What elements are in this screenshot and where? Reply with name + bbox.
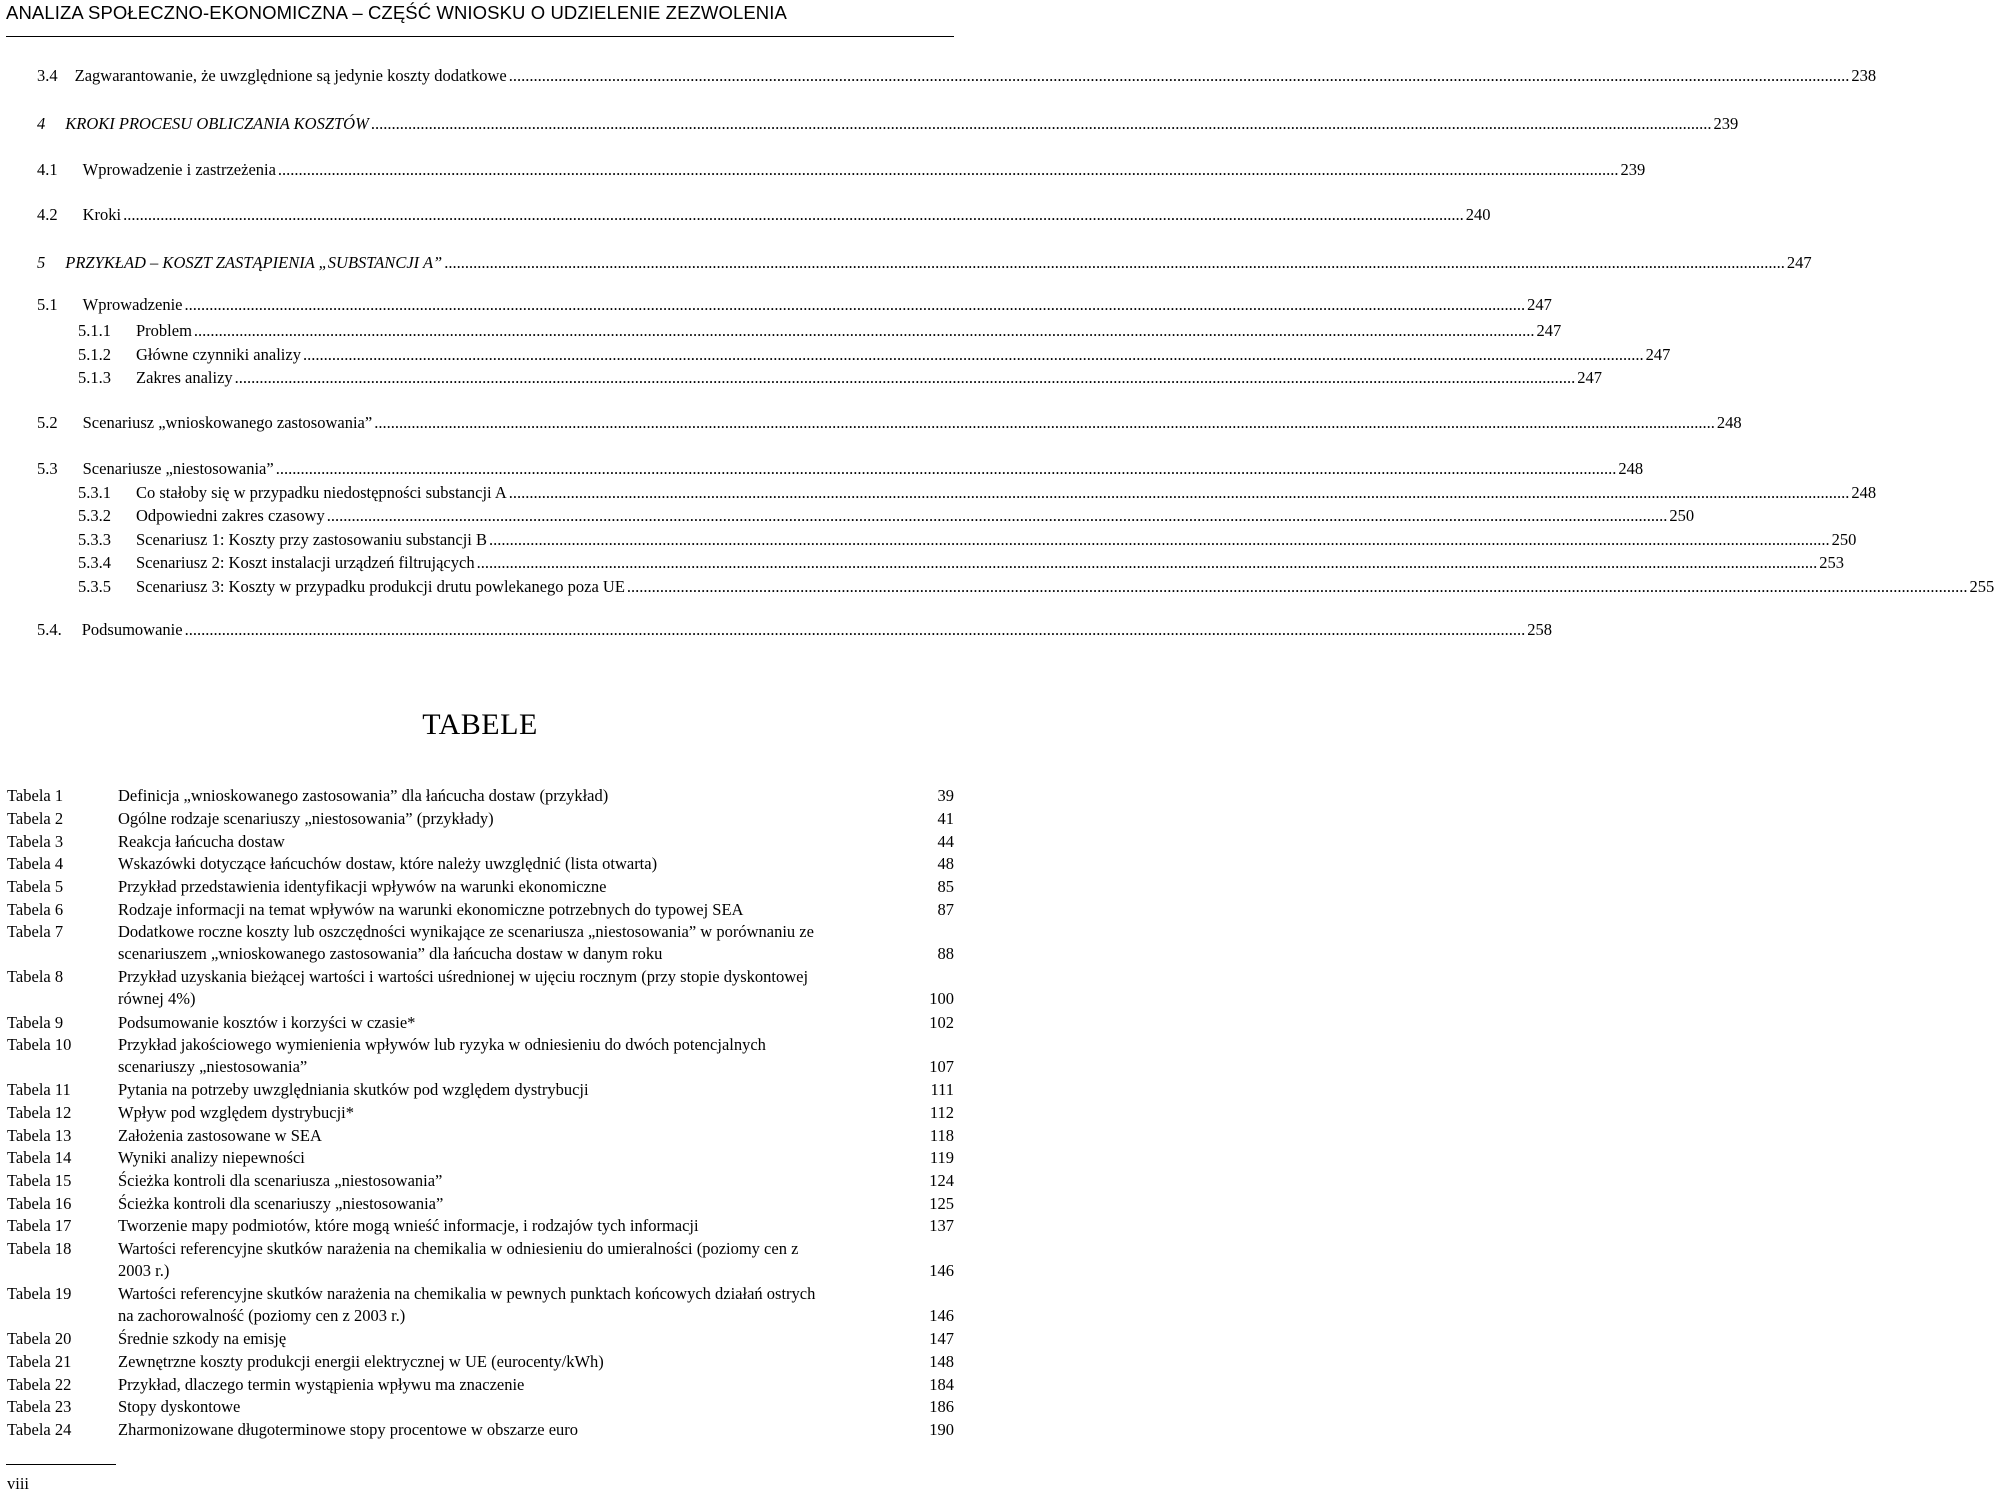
table-page: 107	[929, 1057, 954, 1076]
footer-rule	[6, 1464, 116, 1465]
table-page: 146	[929, 1306, 954, 1325]
table-label: Tabela 7	[7, 922, 64, 941]
table-description	[118, 1079, 954, 1101]
table-title-line-1: Tworzenie mapy podmiotów, które mogą wnieść informacje, i rodzajów tych informacji	[118, 1216, 699, 1235]
table-label: Tabela 13	[7, 1126, 72, 1145]
toc-entry[interactable]	[78, 321, 1562, 345]
table-description	[118, 899, 954, 921]
toc-leader-dots	[489, 530, 1830, 550]
table-title-line-1: Założenia zastosowane w SEA	[118, 1126, 322, 1145]
table-label: Tabela 19	[7, 1284, 72, 1303]
table-page: 124	[929, 1171, 954, 1190]
table-label: Tabela 11	[7, 1080, 71, 1099]
table-label: Tabela 14	[7, 1148, 72, 1167]
toc-entry-page: 250	[1669, 506, 1695, 525]
toc-entry[interactable]	[78, 530, 1857, 554]
toc-leader-dots	[509, 483, 1850, 503]
toc-entry-number: 5.3	[37, 459, 58, 478]
table-label: Tabela 20	[7, 1329, 72, 1348]
table-title-line-1: Przykład jakościowego wymienienia wpływów lub ryzyka w odniesieniu do dwóch potencjalnych	[118, 1035, 766, 1054]
table-title-line-1: Ścieżka kontroli dla scenariuszy „niestosowania”	[118, 1194, 444, 1213]
table-page: 85	[937, 877, 954, 896]
toc-entry[interactable]	[37, 205, 1491, 229]
table-page: 87	[937, 900, 954, 919]
toc-entry-title: Scenariusze „niestosowania”	[82, 459, 274, 478]
toc-entry[interactable]	[37, 114, 1739, 138]
toc-entry[interactable]	[37, 413, 1742, 437]
toc-entry-title: Główne czynniki analizy	[136, 345, 301, 364]
toc-entry-page: 240	[1465, 205, 1491, 224]
toc-entry-number: 5.1.3	[78, 368, 111, 387]
toc-entry-page: 247	[1645, 345, 1671, 364]
table-label: Tabela 2	[7, 809, 64, 828]
table-title-line-1: Definicja „wnioskowanego zastosowania” dla łańcucha dostaw (przykład)	[118, 786, 609, 805]
table-title-line-1: Podsumowanie kosztów i korzyści w czasie*	[118, 1013, 416, 1032]
table-page: 48	[937, 854, 954, 873]
table-label: Tabela 10	[7, 1035, 72, 1054]
toc-entry-title: Zakres analizy	[136, 368, 233, 387]
toc-entry-title: Kroki	[82, 205, 122, 224]
table-title-line-1: Ścieżka kontroli dla scenariusza „niestosowania”	[118, 1171, 443, 1190]
table-title-line-1: Zharmonizowane długoterminowe stopy procentowe w obszarze euro	[118, 1420, 579, 1439]
table-label: Tabela 3	[7, 832, 64, 851]
toc-entry[interactable]	[37, 295, 1552, 319]
table-label: Tabela 24	[7, 1420, 72, 1439]
table-label: Tabela 12	[7, 1103, 72, 1122]
table-label: Tabela 22	[7, 1375, 72, 1394]
toc-entry-number: 5.3.2	[78, 506, 111, 525]
table-page: 137	[929, 1216, 954, 1235]
toc-entry-number: 5.1.1	[78, 321, 111, 340]
toc-leader-dots	[123, 205, 1464, 225]
toc-leader-dots	[509, 66, 1850, 86]
table-description	[118, 1351, 954, 1373]
toc-entry-number: 3.4	[37, 66, 58, 85]
toc-entry[interactable]	[78, 483, 1877, 507]
toc-entry-title: Scenariusz 1: Koszty przy zastosowaniu substancji B	[136, 530, 488, 549]
toc-entry[interactable]	[78, 345, 1671, 369]
toc-entry[interactable]	[37, 459, 1644, 483]
table-page: 148	[929, 1352, 954, 1371]
table-title-line-1: Wyniki analizy niepewności	[118, 1148, 305, 1167]
toc-entry-number: 5	[37, 253, 46, 272]
table-page: 119	[929, 1148, 954, 1167]
table-title-line-1: Dodatkowe roczne koszty lub oszczędności wynikające ze scenariusza „niestosowania” w porównaniu ze	[118, 922, 814, 941]
toc-entry[interactable]	[78, 577, 1994, 601]
table-title-line-1: Przykład, dlaczego termin wystąpienia wpływu ma znaczenie	[118, 1375, 525, 1394]
toc-entry-page: 248	[1618, 459, 1644, 478]
toc-leader-dots	[278, 160, 1619, 180]
toc-entry-title: Problem	[136, 321, 192, 340]
table-title-line-1: Zewnętrzne koszty produkcji energii elektrycznej w UE (eurocenty/kWh)	[118, 1352, 604, 1371]
toc-entry-title: Wprowadzenie i zastrzeżenia	[82, 160, 276, 179]
table-page: 184	[929, 1375, 954, 1394]
table-description	[118, 1283, 954, 1327]
table-page: 146	[929, 1261, 954, 1280]
toc-entry-page: 253	[1819, 553, 1844, 572]
toc-leader-dots	[477, 553, 1818, 573]
table-label: Tabela 15	[7, 1171, 72, 1190]
table-description	[118, 808, 954, 830]
table-description	[118, 921, 954, 965]
toc-leader-dots	[327, 506, 1668, 526]
table-label: Tabela 16	[7, 1194, 72, 1213]
table-label: Tabela 5	[7, 877, 64, 896]
table-title-line-1: Ogólne rodzaje scenariuszy „niestosowania” (przykłady)	[118, 809, 494, 828]
toc-entry-title: Wprowadzenie	[82, 295, 183, 314]
table-title-line-1: Przykład przedstawienia identyfikacji wpływów na warunki ekonomiczne	[118, 877, 607, 896]
toc-entry-number: 5.3.4	[78, 553, 111, 572]
toc-leader-dots	[194, 321, 1535, 341]
table-page: 88	[937, 944, 954, 963]
table-title-line-2: na zachorowalność (poziomy cen z 2003 r.)	[118, 1306, 406, 1325]
table-description	[118, 1396, 954, 1418]
toc-entry-title: Co stałoby się w przypadku niedostępności substancji A	[136, 483, 507, 502]
toc-entry-number: 5.4.	[37, 620, 62, 639]
toc-entry-number: 5.3.1	[78, 483, 111, 502]
page-number: viii	[7, 1474, 30, 1493]
table-description	[118, 853, 954, 875]
table-description	[118, 1012, 954, 1034]
table-description	[118, 1215, 954, 1237]
table-description	[118, 1238, 954, 1282]
table-page: 125	[929, 1194, 954, 1213]
table-title-line-1: Pytania na potrzeby uwzględniania skutków pod względem dystrybucji	[118, 1080, 589, 1099]
table-page: 186	[929, 1397, 954, 1416]
toc-entry-page: 247	[1527, 295, 1552, 314]
toc-entry-title: KROKI PROCESU OBLICZANIA KOSZTÓW	[65, 114, 369, 133]
toc-entry-title: Zagwarantowanie, że uwzględnione są jedynie koszty dodatkowe	[74, 66, 507, 85]
table-description	[118, 966, 954, 1010]
table-description	[118, 1419, 954, 1441]
toc-entry-number: 5.1	[37, 295, 58, 314]
table-title-line-1: Wskazówki dotyczące łańcuchów dostaw, które należy uwzględnić (lista otwarta)	[118, 854, 658, 873]
toc-entry-number: 4.2	[37, 205, 58, 224]
toc-entry-title: Podsumowanie	[81, 620, 183, 639]
table-description	[118, 1328, 954, 1350]
toc-entry-title: Scenariusz 2: Koszt instalacji urządzeń filtrujących	[136, 553, 475, 572]
table-page: 118	[929, 1126, 954, 1145]
toc-leader-dots	[303, 345, 1644, 365]
toc-entry-number: 5.3.5	[78, 577, 111, 596]
table-page: 39	[937, 786, 954, 805]
toc-leader-dots	[185, 295, 1526, 315]
toc-entry-page: 247	[1786, 253, 1812, 272]
table-title-line-1: Wpływ pod względem dystrybucji*	[118, 1103, 354, 1122]
toc-entry-title: Scenariusz 3: Koszty w przypadku produkcji drutu powlekanego poza UE	[136, 577, 625, 596]
table-description	[118, 785, 954, 807]
toc-entry-page: 250	[1831, 530, 1857, 549]
table-title-line-1: Średnie szkody na emisję	[118, 1329, 287, 1348]
table-title-line-1: Reakcja łańcucha dostaw	[118, 832, 285, 851]
table-description	[118, 1125, 954, 1147]
table-description	[118, 831, 954, 853]
toc-entry[interactable]	[37, 66, 1877, 90]
table-label: Tabela 9	[7, 1013, 64, 1032]
table-description	[118, 1102, 954, 1124]
toc-entry-title: Scenariusz „wnioskowanego zastosowania”	[82, 413, 373, 432]
table-title-line-2: 2003 r.)	[118, 1261, 170, 1280]
toc-entry-title: Odpowiedni zakres czasowy	[136, 506, 325, 525]
toc-entry-page: 248	[1851, 483, 1877, 502]
table-page: 102	[929, 1013, 954, 1032]
toc-entry-page: 248	[1716, 413, 1742, 432]
table-title-line-2: scenariuszem „wnioskowanego zastosowania” dla łańcucha dostaw w danym roku	[118, 944, 663, 963]
table-description	[118, 876, 954, 898]
toc-entry-page: 247	[1577, 368, 1603, 387]
toc-entry-title: PRZYKŁAD – KOSZT ZASTĄPIENIA „SUBSTANCJI A”	[65, 253, 443, 272]
toc-leader-dots	[276, 459, 1617, 479]
table-page: 111	[930, 1080, 954, 1099]
tables-section-title: TABELE	[422, 708, 538, 741]
table-description	[118, 1147, 954, 1169]
toc-leader-dots	[371, 114, 1712, 134]
toc-entry[interactable]	[37, 620, 1552, 644]
toc-entry-page: 247	[1536, 321, 1562, 340]
table-label: Tabela 8	[7, 967, 64, 986]
table-title-line-1: Przykład uzyskania bieżącej wartości i wartości uśrednionej w ujęciu rocznym (przy stopie dyskontowej	[118, 967, 809, 986]
table-description	[118, 1374, 954, 1396]
toc-leader-dots	[374, 413, 1715, 433]
toc-entry-page: 239	[1620, 160, 1646, 179]
table-page: 44	[937, 832, 954, 851]
table-page: 147	[929, 1329, 954, 1348]
toc-entry-page: 255	[1969, 577, 1994, 596]
toc-entry-number: 5.2	[37, 413, 58, 432]
toc-entry-page: 238	[1851, 66, 1877, 85]
table-label: Tabela 18	[7, 1239, 72, 1258]
table-page: 41	[937, 809, 954, 828]
toc-entry-number: 5.1.2	[78, 345, 111, 364]
toc-leader-dots	[185, 620, 1526, 640]
table-description	[118, 1034, 954, 1078]
table-page: 190	[929, 1420, 954, 1439]
toc-entry[interactable]	[78, 506, 1695, 530]
table-label: Tabela 21	[7, 1352, 72, 1371]
toc-entry-number: 4	[37, 114, 46, 133]
toc-entry[interactable]	[37, 160, 1646, 184]
table-page: 100	[929, 989, 954, 1008]
toc-entry[interactable]	[37, 253, 1812, 277]
toc-leader-dots	[235, 368, 1576, 388]
table-description	[118, 1170, 954, 1192]
toc-leader-dots	[444, 253, 1785, 273]
table-label: Tabela 23	[7, 1397, 72, 1416]
running-header: ANALIZA SPOŁECZNO-EKONOMICZNA – CZĘŚĆ WNIOSKU O UDZIELENIE ZEZWOLENIA	[6, 2, 787, 23]
toc-entry-page: 239	[1713, 114, 1739, 133]
table-label: Tabela 1	[7, 786, 64, 805]
toc-entry[interactable]	[78, 553, 1844, 577]
toc-entry-number: 4.1	[37, 160, 58, 179]
table-title-line-1: Wartości referencyjne skutków narażenia na chemikalia w pewnych punktach końcowych działań ostrych	[118, 1284, 816, 1303]
table-title-line-2: równej 4%)	[118, 989, 196, 1008]
table-title-line-2: scenariuszy „niestosowania”	[118, 1057, 308, 1076]
table-title-line-1: Wartości referencyjne skutków narażenia na chemikalia w odniesieniu do umieralności (poziomy cen z	[118, 1239, 799, 1258]
table-label: Tabela 6	[7, 900, 64, 919]
table-title-line-1: Stopy dyskontowe	[118, 1397, 241, 1416]
toc-leader-dots	[627, 577, 1968, 597]
table-page: 112	[929, 1103, 954, 1122]
toc-entry-number: 5.3.3	[78, 530, 111, 549]
table-of-contents	[0, 0, 1994, 660]
toc-entry-page: 258	[1527, 620, 1552, 639]
table-label: Tabela 17	[7, 1216, 72, 1235]
table-label: Tabela 4	[7, 854, 64, 873]
toc-entry[interactable]	[78, 368, 1603, 392]
table-description	[118, 1193, 954, 1215]
table-title-line-1: Rodzaje informacji na temat wpływów na warunki ekonomiczne potrzebnych do typowej SEA	[118, 900, 744, 919]
